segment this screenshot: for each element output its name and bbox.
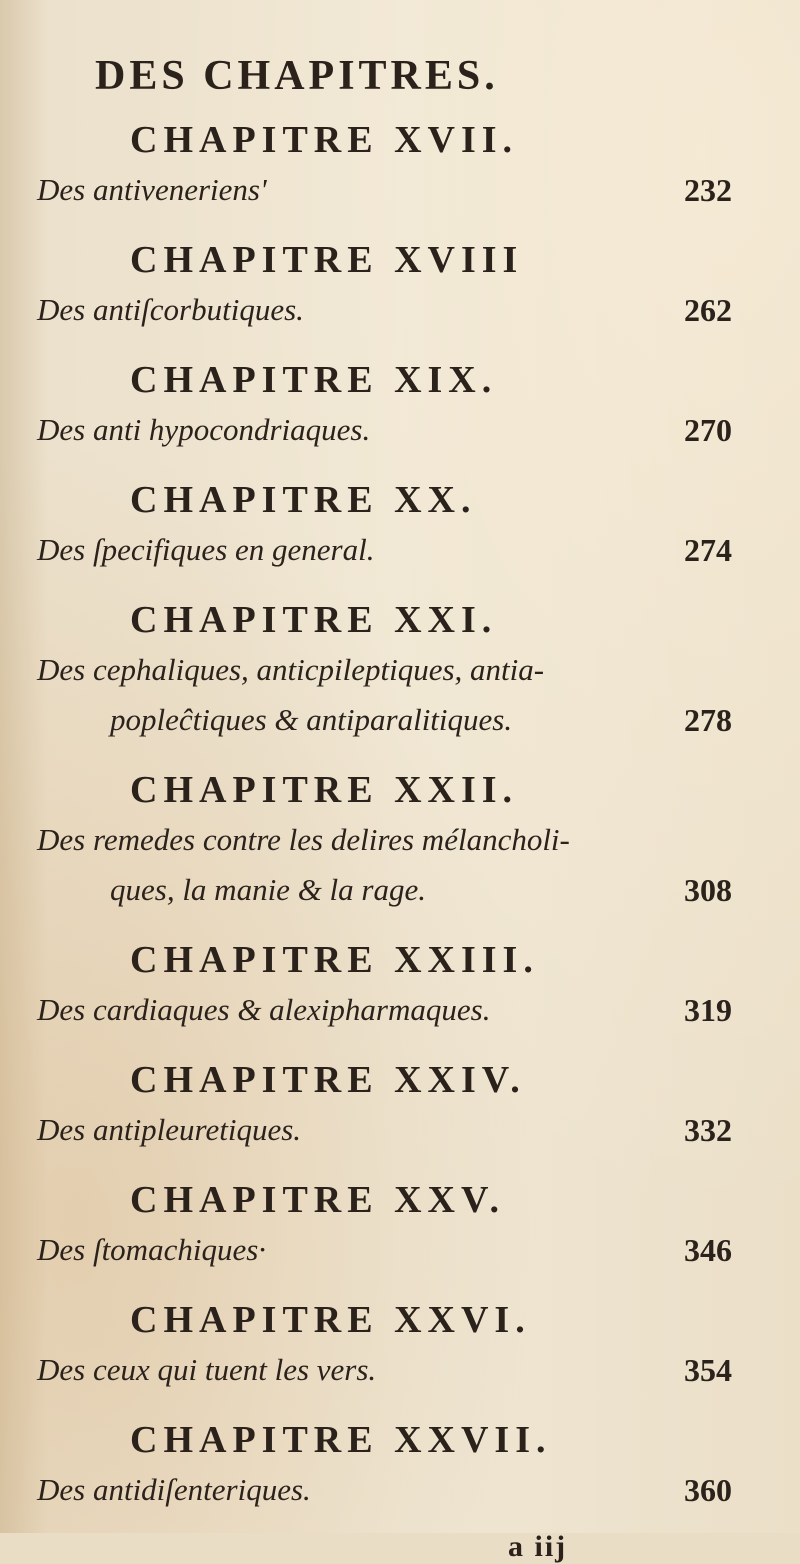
entry-text: Des ceux qui tuent les vers. [37, 1352, 377, 1387]
page-number: 354 [684, 1352, 732, 1388]
chapter-heading: CHAPITRE XXIII. [130, 939, 539, 981]
page-number: 262 [684, 292, 732, 328]
page-number: 346 [684, 1232, 732, 1268]
chapter-heading: CHAPITRE XXI. [130, 599, 498, 641]
page-number: 270 [684, 412, 732, 448]
entry-text: Des antiveneriens' [37, 172, 267, 207]
chapter-heading: CHAPITRE XXIV. [130, 1059, 526, 1101]
chapter-heading: CHAPITRE XX. [130, 479, 477, 521]
chapter-heading: CHAPITRE XIX. [130, 359, 498, 401]
chapter-heading: CHAPITRE XXVI. [130, 1299, 531, 1341]
entry-text: Des antipleuretiques. [37, 1112, 302, 1147]
entry-text: Des antidiſenteriques. [37, 1472, 311, 1507]
page-header: DES CHAPITRES. [95, 53, 499, 99]
entry-text: Des ſpecifiques en general. [37, 532, 375, 567]
catchword-signature: a iij [508, 1530, 568, 1563]
page-number: 278 [684, 702, 732, 738]
page-number: 308 [684, 872, 732, 908]
page-number: 232 [684, 172, 732, 208]
chapter-heading: CHAPITRE XXV. [130, 1179, 506, 1221]
entry-text-continued: ques, la manie & la rage. [110, 872, 426, 907]
entry-text: Des anti hypocondriaques. [37, 412, 371, 447]
entry-text: Des antiſcorbutiques. [37, 292, 304, 327]
entry-text: Des remedes contre les delires mélancholi- [37, 822, 570, 857]
entry-text: Des cephaliques, anticpileptiques, antia- [37, 652, 545, 687]
entry-text: Des ſtomachiques· [37, 1232, 267, 1267]
page-number: 332 [684, 1112, 732, 1148]
entry-text: Des cardiaques & alexipharmaques. [37, 992, 491, 1027]
page-number: 274 [684, 532, 732, 568]
chapter-heading: CHAPITRE XVIII [130, 239, 524, 281]
page-number: 360 [684, 1472, 732, 1508]
chapter-heading: CHAPITRE XVII. [130, 119, 519, 161]
page-number: 319 [684, 992, 732, 1028]
entry-text-continued: popleĉtiques & antiparalitiques. [110, 702, 513, 737]
chapter-heading: CHAPITRE XXII. [130, 769, 519, 811]
chapter-heading: CHAPITRE XXVII. [130, 1419, 552, 1461]
